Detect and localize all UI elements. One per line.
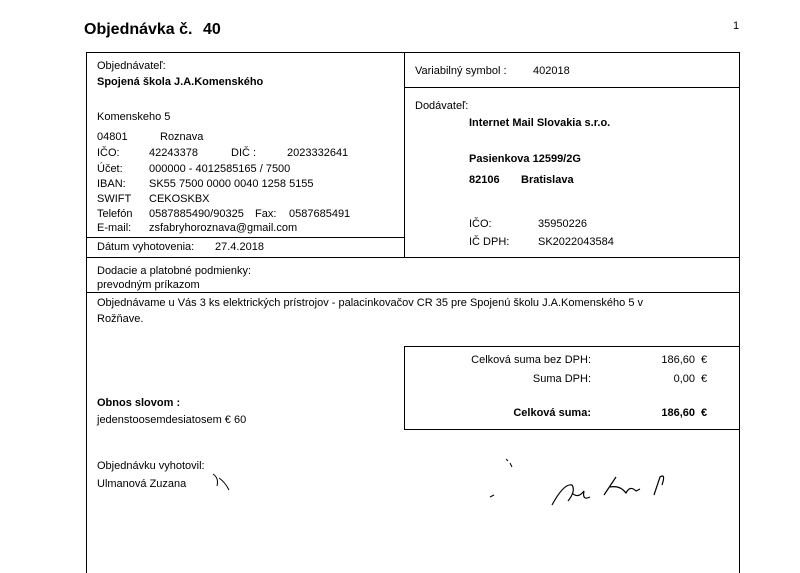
buyer-label: Objednávateľ: bbox=[97, 60, 166, 72]
buyer-email-label: E-mail: bbox=[97, 222, 132, 234]
terms-label: Dodacie a platobné podmienky: bbox=[97, 265, 252, 277]
section-divider-1 bbox=[86, 257, 740, 258]
buyer-name: Spojená škola J.A.Komenského bbox=[97, 76, 264, 88]
buyer-ico-label: IČO: bbox=[97, 147, 120, 159]
supplier-ico-label: IČO: bbox=[469, 218, 492, 230]
buyer-iban: SK55 7500 0000 0040 1258 5155 bbox=[149, 178, 314, 190]
buyer-account-label: Účet: bbox=[97, 163, 123, 175]
in-words-label: Obnos slovom : bbox=[97, 397, 181, 409]
buyer-fax: 0587685491 bbox=[289, 208, 351, 220]
buyer-zip: 04801 bbox=[97, 131, 128, 143]
buyer-account: 000000 - 4012585165 / 7500 bbox=[149, 163, 291, 175]
date-divider bbox=[86, 237, 405, 238]
vat-label: Suma DPH: bbox=[532, 373, 591, 385]
buyer-dic-label: DIČ : bbox=[231, 147, 257, 159]
buyer-phone: 0587885490/90325 bbox=[149, 208, 244, 220]
document-title: Objednávka č. bbox=[84, 21, 193, 38]
net-currency: € bbox=[701, 354, 708, 366]
date-label: Dátum vyhotovenia: bbox=[97, 241, 195, 253]
supplier-icdph-label: IČ DPH: bbox=[469, 236, 510, 248]
supplier-icdph: SK2022043584 bbox=[538, 236, 614, 248]
total-label: Celková suma: bbox=[513, 407, 591, 419]
frame-top-line bbox=[86, 52, 740, 53]
supplier-zip: 82106 bbox=[469, 174, 500, 186]
variable-symbol-value: 402018 bbox=[533, 65, 570, 77]
variable-symbol-label: Variabilný symbol : bbox=[415, 65, 507, 77]
section-divider-2 bbox=[86, 292, 740, 293]
frame-left-line bbox=[86, 52, 87, 573]
order-text-line1: Objednávame u Vás 3 ks elektrických prístrojov - palacinkovačov CR 35 pre Spojenú školu J.A.Komenského 5 v bbox=[97, 297, 643, 309]
supplier-name: Internet Mail Slovakia s.r.o. bbox=[469, 117, 611, 129]
date-value: 27.4.2018 bbox=[215, 241, 264, 253]
net-value: 186,60 bbox=[661, 354, 695, 366]
total-currency: € bbox=[701, 407, 708, 419]
supplier-ico: 35950226 bbox=[538, 218, 587, 230]
issuer-label: Objednávku vyhotovil: bbox=[97, 460, 205, 472]
supplier-label: Dodávateľ: bbox=[415, 100, 469, 112]
totals-box bbox=[404, 346, 740, 430]
signature-image bbox=[480, 455, 680, 515]
varsymbol-divider bbox=[404, 87, 740, 88]
supplier-city: Bratislava bbox=[521, 174, 574, 186]
total-value: 186,60 bbox=[661, 407, 695, 419]
terms-value: prevodným príkazom bbox=[97, 279, 200, 291]
supplier-street: Pasienkova 12599/2G bbox=[469, 153, 581, 165]
buyer-ico: 42243378 bbox=[149, 147, 198, 159]
page-number: 1 bbox=[733, 20, 740, 32]
buyer-iban-label: IBAN: bbox=[97, 178, 126, 190]
net-label: Celková suma bez DPH: bbox=[471, 354, 591, 366]
vat-value: 0,00 bbox=[673, 373, 695, 385]
buyer-phone-label: Telefón bbox=[97, 208, 133, 220]
frame-right-line bbox=[739, 52, 740, 573]
buyer-dic: 2023332641 bbox=[287, 147, 349, 159]
issuer-name: Ulmanová Zuzana bbox=[97, 478, 187, 490]
in-words-value: jedenstoosemdesiatosem € 60 bbox=[97, 414, 247, 426]
buyer-fax-label: Fax: bbox=[255, 208, 277, 220]
buyer-swift-label: SWIFT bbox=[97, 193, 132, 205]
order-text-line2: Rožňave. bbox=[97, 313, 144, 325]
order-number: 40 bbox=[203, 21, 221, 38]
column-divider bbox=[404, 52, 405, 258]
buyer-email: zsfabryhoroznava@gmail.com bbox=[149, 222, 298, 234]
handwritten-mark bbox=[205, 468, 235, 498]
vat-currency: € bbox=[701, 373, 708, 385]
buyer-city: Roznava bbox=[160, 131, 204, 143]
buyer-swift: CEKOSKBX bbox=[149, 193, 210, 205]
buyer-street: Komenskeho 5 bbox=[97, 111, 171, 123]
